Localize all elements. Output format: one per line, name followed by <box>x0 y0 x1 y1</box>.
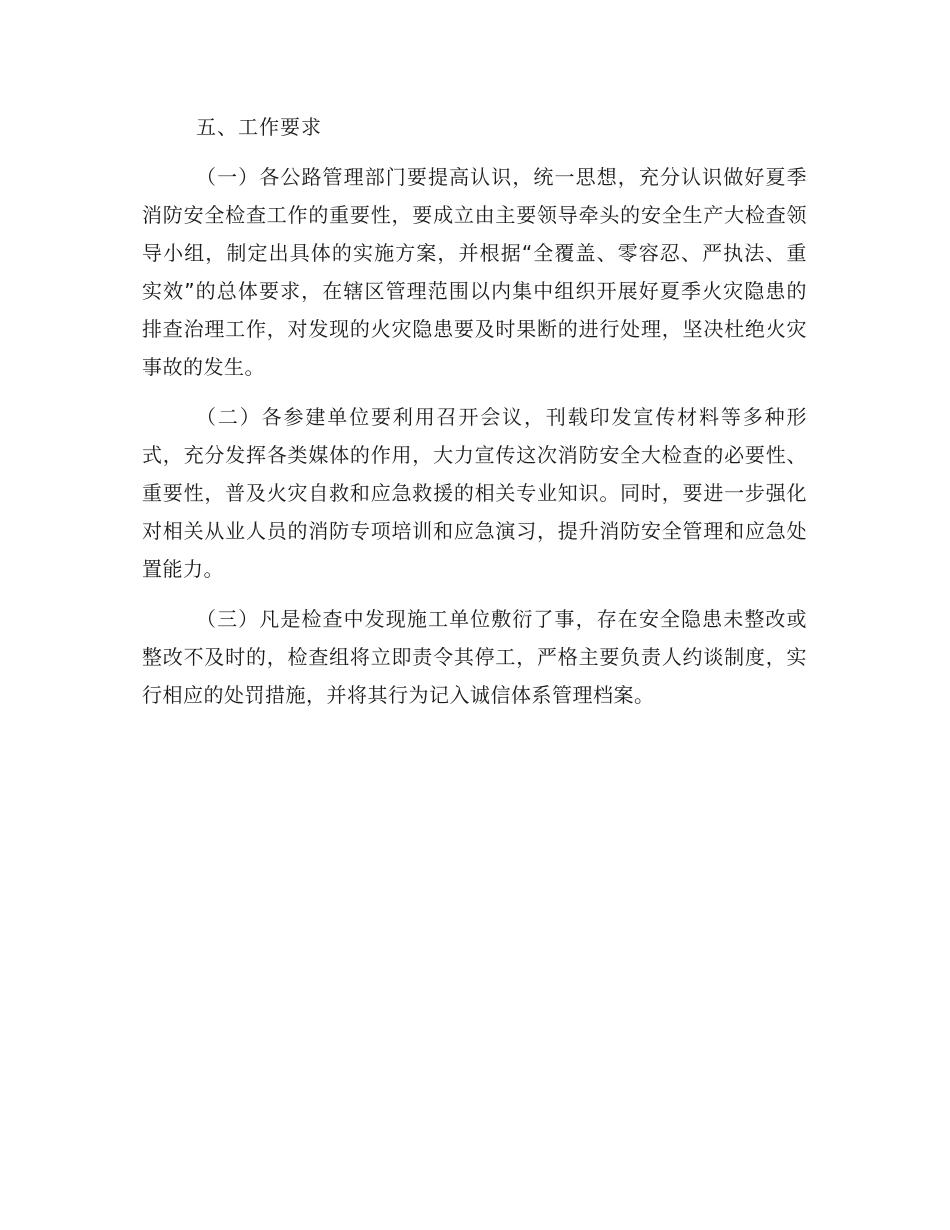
paragraph-3: （三）凡是检查中发现施工单位敷衍了事，存在安全隐患未整改或整改不及时的，检查组将立即责令其停工，严格主要负责人约谈制度，实行相应的处罚措施，并将其行为记入诚信体系管理档案。 <box>142 607 807 707</box>
paragraph-2: （二）各参建单位要利用召开会议，刊载印发宣传材料等多种形式，充分发挥各类媒体的作用，大力宣传这次消防安全大检查的必要性、重要性，普及火灾自救和应急救援的相关专业知识。同时，要进一步强化对相关从业人员的消防专项培训和应急演习，提升消防安全管理和应急处置能力。 <box>142 405 807 581</box>
document-body <box>142 108 807 714</box>
paragraph-1: （一）各公路管理部门要提高认识，统一思想，充分认识做好夏季消防安全检查工作的重要性，要成立由主要领导牵头的安全生产大检查领导小组，制定出具体的实施方案，并根据“全覆盖、零容忍、严执法、重实效”的总体要求，在辖区管理范围以内集中组织开展好夏季火灾隐患的排查治理工作，对发现的火灾隐患要及时果断的进行处理，坚决杜绝火灾事故的发生。 <box>142 165 807 379</box>
section-heading: 五、工作要求 <box>196 115 322 139</box>
